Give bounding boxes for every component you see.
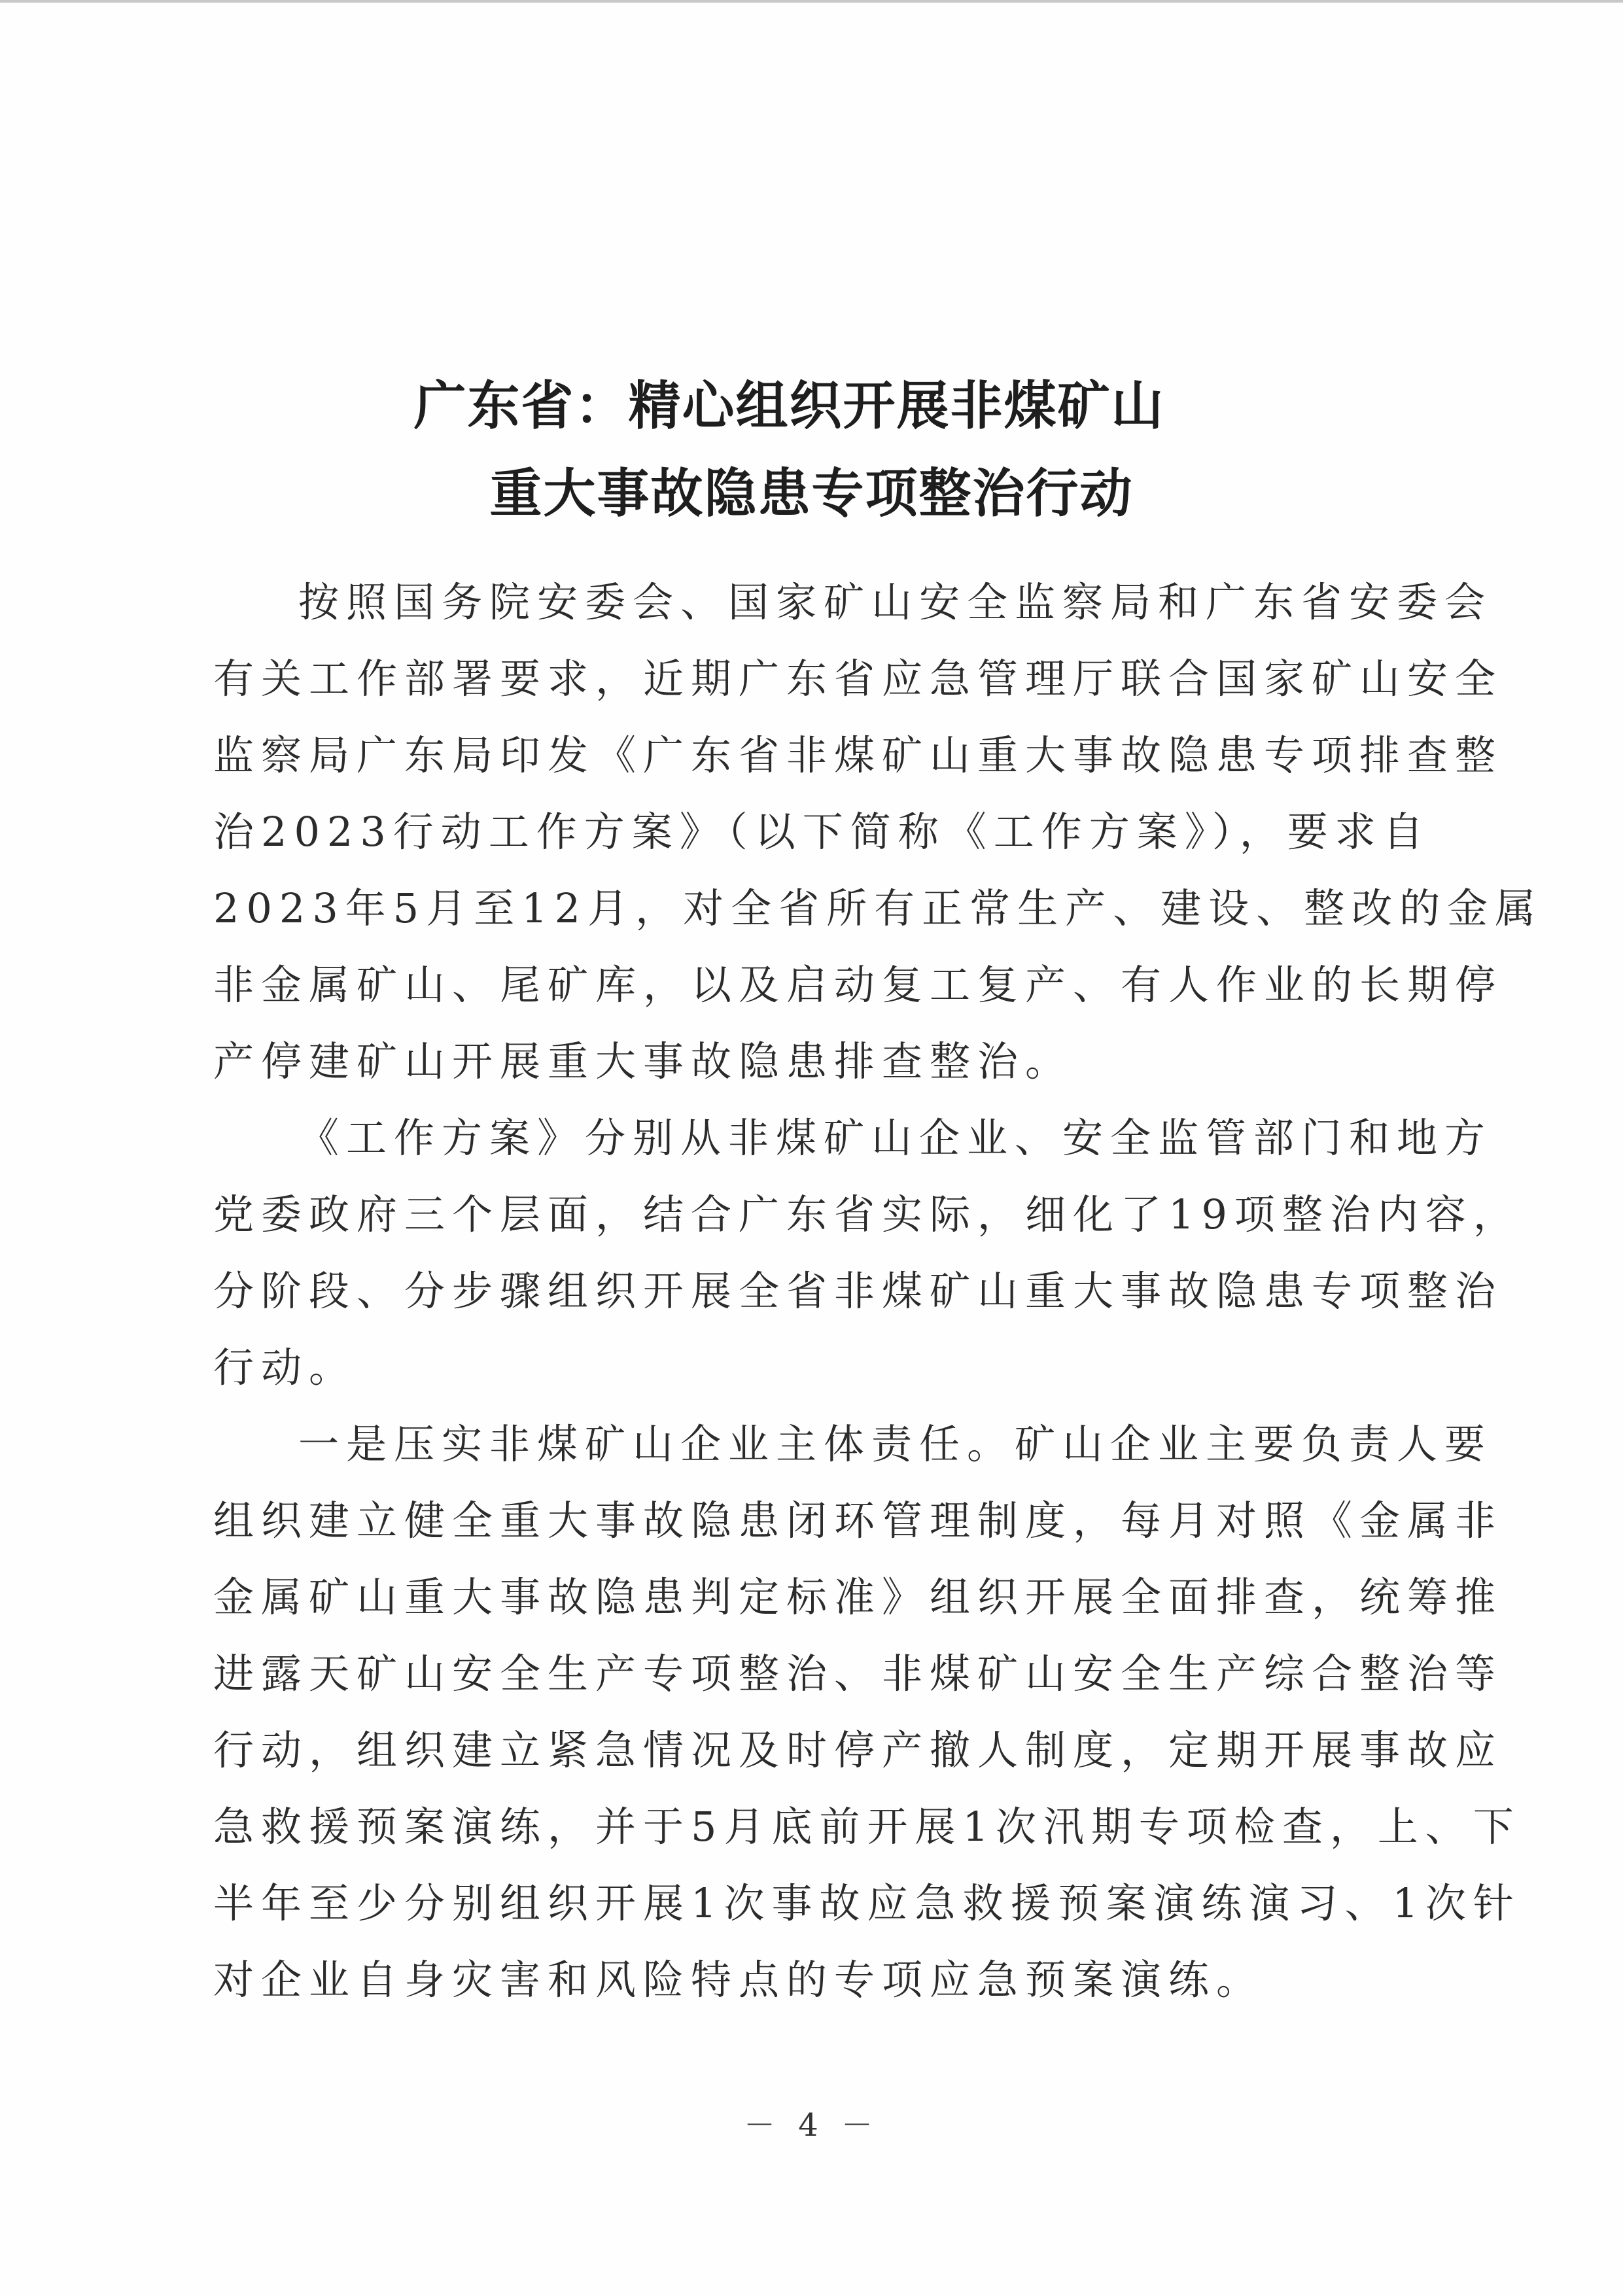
text-line: 产停建矿山开展重大事故隐患排查整治。 (213, 1037, 1073, 1085)
title-line-2: 重大事故隐患专项整治行动 (489, 462, 1134, 524)
text-line: 非金属矿山、尾矿库，以及启动复工复产、有人作业的长期停 (213, 961, 1503, 1009)
paragraph-3 (213, 1406, 1521, 2018)
text-line: 一是压实非煤矿山企业主体责任。矿山企业主要负责人要 (298, 1420, 1493, 1468)
text-line: 有关工作部署要求，近期广东省应急管理厅联合国家矿山安全 (213, 655, 1503, 703)
title-line-1: 广东省：精心组织开展非煤矿山 (413, 375, 1165, 436)
document-title (0, 362, 1623, 538)
text-line: 急救援预案演练，并于5月底前开展1次汛期专项检查，上、下 (213, 1803, 1521, 1851)
top-border (0, 0, 1623, 3)
text-line: 党委政府三个层面，结合广东省实际，细化了19项整治内容， (213, 1191, 1521, 1238)
text-line: 进露天矿山安全生产专项整治、非煤矿山安全生产综合整治等 (213, 1650, 1503, 1697)
text-line: 行动。 (213, 1344, 357, 1391)
text-line: 按照国务院安委会、国家矿山安全监察局和广东省安委会 (298, 578, 1493, 626)
document-body (213, 564, 1543, 2018)
text-line: 分阶段、分步骤组织开展全省非煤矿山重大事故隐患专项整治 (213, 1267, 1503, 1315)
text-line: 《工作方案》分别从非煤矿山企业、安全监管部门和地方 (298, 1114, 1493, 1162)
text-line: 组织建立健全重大事故隐患闭环管理制度，每月对照《金属非 (213, 1497, 1503, 1544)
text-line: 监察局广东局印发《广东省非煤矿山重大事故隐患专项排查整 (213, 731, 1503, 779)
text-line: 金属矿山重大事故隐患判定标准》组织开展全面排查，统筹推 (213, 1573, 1503, 1621)
paragraph-1 (213, 564, 1543, 1100)
text-line: 治2023行动工作方案》（以下简称《工作方案》），要求自 (213, 808, 1431, 856)
page-number: － 4 － (743, 2107, 880, 2144)
text-line: 2023年5月至12月，对全省所有正常生产、建设、整改的金属 (213, 884, 1543, 932)
text-line: 行动，组织建立紧急情况及时停产撤人制度，定期开展事故应 (213, 1726, 1503, 1774)
paragraph-2 (213, 1100, 1521, 1406)
text-line: 对企业自身灾害和风险特点的专项应急预案演练。 (213, 1956, 1265, 2004)
text-line: 半年至少分别组织开展1次事故应急救援预案演练演习、1次针 (213, 1879, 1521, 1927)
